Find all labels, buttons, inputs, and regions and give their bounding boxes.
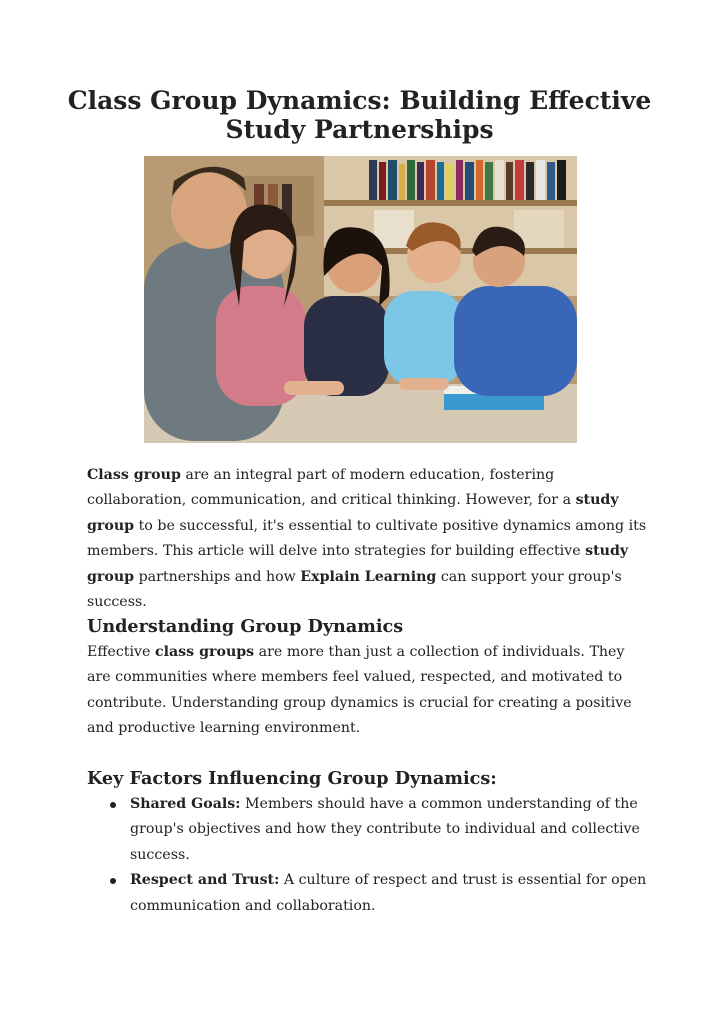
intro-paragraph: Class group are an integral part of modern education, fostering collaboration, communication, and critical thinking. However, for a study group to be successful, it's essential to cultivate positive dynamics among its members. This article will delve into strategies for building effective study group partnerships and how Explain Learning can support your group's success. [87,467,647,611]
page-title: Class Group Dynamics: Building Effective Study Partnerships [67,86,652,144]
bullet-icon [110,802,116,808]
list-item: Respect and Trust: A culture of respect and trust is essential for open communication and collaboration. [87,868,647,919]
key-factors-list [87,792,647,919]
bullet-icon [110,878,116,884]
keyword-explain-learning: Explain Learning [300,568,437,585]
list-item: Shared Goals: Members should have a common understanding of the group's objectives and how they contribute to individual and collective success. [87,792,647,868]
students-photo [144,156,577,443]
keyword-study-group: study group [87,492,619,534]
section-heading-understanding: Understanding Group Dynamics [87,616,404,637]
keyword-study-group: study group [87,543,629,585]
section-heading-key-factors: Key Factors Influencing Group Dynamics: [87,768,497,789]
understanding-paragraph: Effective class groups are more than just a collection of individuals. They are communities where members feel valued, respected, and motivated to contribute. Understanding group dynamics is crucial for creating a positive and productive learning environment. [87,644,632,737]
keyword-class-groups: class groups [154,644,255,660]
keyword-class-group: Class group [87,467,181,483]
students-photo-illustration [144,156,577,443]
